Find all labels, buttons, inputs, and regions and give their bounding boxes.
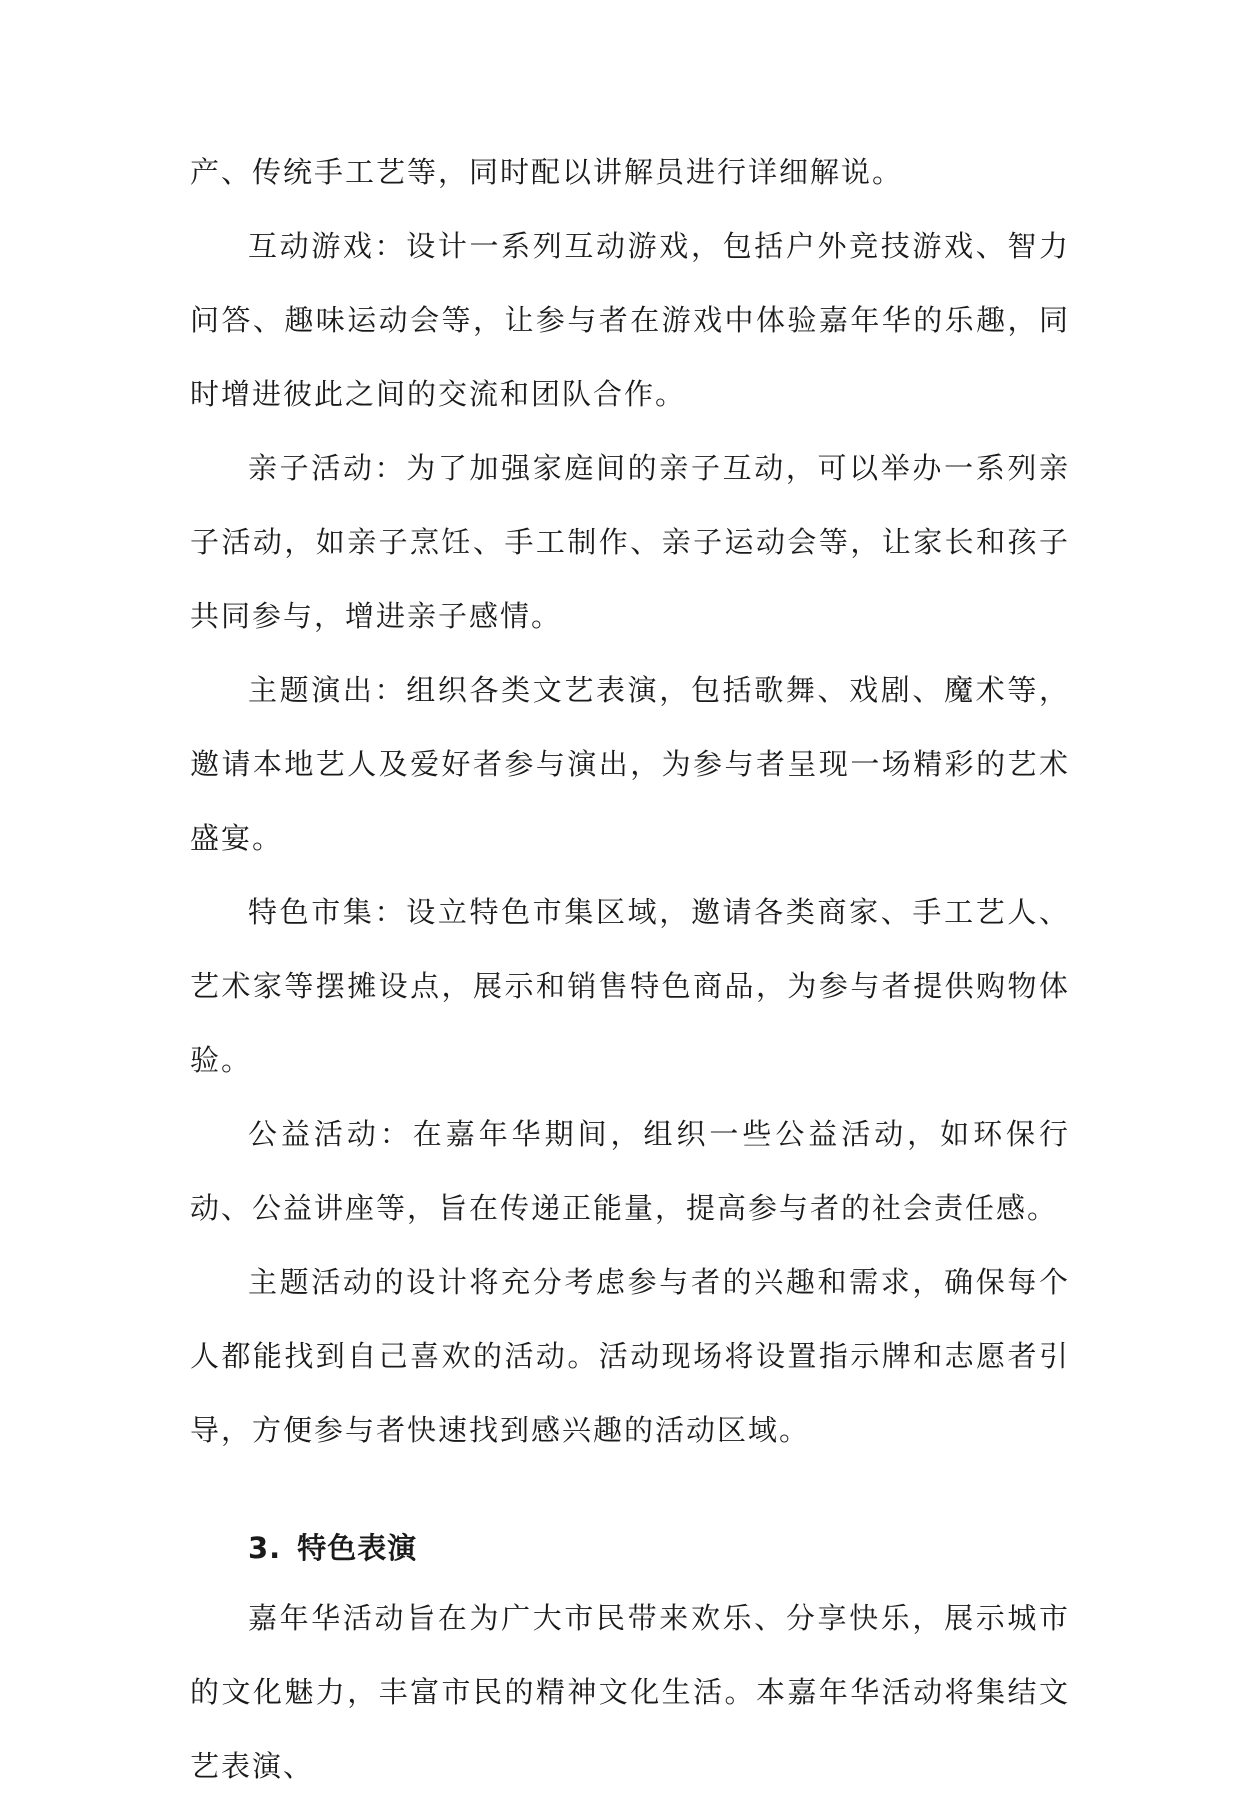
paragraph-parent-child-activities: 亲子活动：为了加强家庭间的亲子互动，可以举办一系列亲子活动，如亲子烹饪、手工制作、亲子运动会等，让家长和孩子共同参与，增进亲子感情。: [190, 451, 1070, 633]
paragraph-interactive-games: 互动游戏：设计一系列互动游戏，包括户外竞技游戏、智力问答、趣味运动会等，让参与者在游戏中体验嘉年华的乐趣，同时增进彼此之间的交流和团队合作。: [190, 229, 1070, 411]
section-title: 特色表演: [297, 1531, 418, 1565]
document-body: [190, 135, 1070, 1803]
section-number: 3.: [248, 1531, 282, 1565]
paragraph-theme-performances: 主题演出：组织各类文艺表演，包括歌舞、戏剧、魔术等，邀请本地艺人及爱好者参与演出，为参与者呈现一场精彩的艺术盛宴。: [190, 673, 1070, 855]
paragraph-activity-design-summary: 主题活动的设计将充分考虑参与者的兴趣和需求，确保每个人都能找到自己喜欢的活动。活动现场将设置指示牌和志愿者引导，方便参与者快速找到感兴趣的活动区域。: [190, 1265, 1070, 1447]
paragraph-continuation: 产、传统手工艺等，同时配以讲解员进行详细解说。: [190, 155, 904, 189]
paragraph-charity-activities: 公益活动：在嘉年华期间，组织一些公益活动，如环保行动、公益讲座等，旨在传递正能量，提高参与者的社会责任感。: [190, 1117, 1070, 1225]
paragraph-specialty-market: 特色市集：设立特色市集区域，邀请各类商家、手工艺人、艺术家等摆摊设点，展示和销售特色商品，为参与者提供购物体验。: [190, 895, 1070, 1077]
paragraph-carnival-intro: 嘉年华活动旨在为广大市民带来欢乐、分享快乐，展示城市的文化魅力，丰富市民的精神文化生活。本嘉年华活动将集结文艺表演、: [190, 1601, 1070, 1783]
section-heading: [190, 1515, 1070, 1581]
